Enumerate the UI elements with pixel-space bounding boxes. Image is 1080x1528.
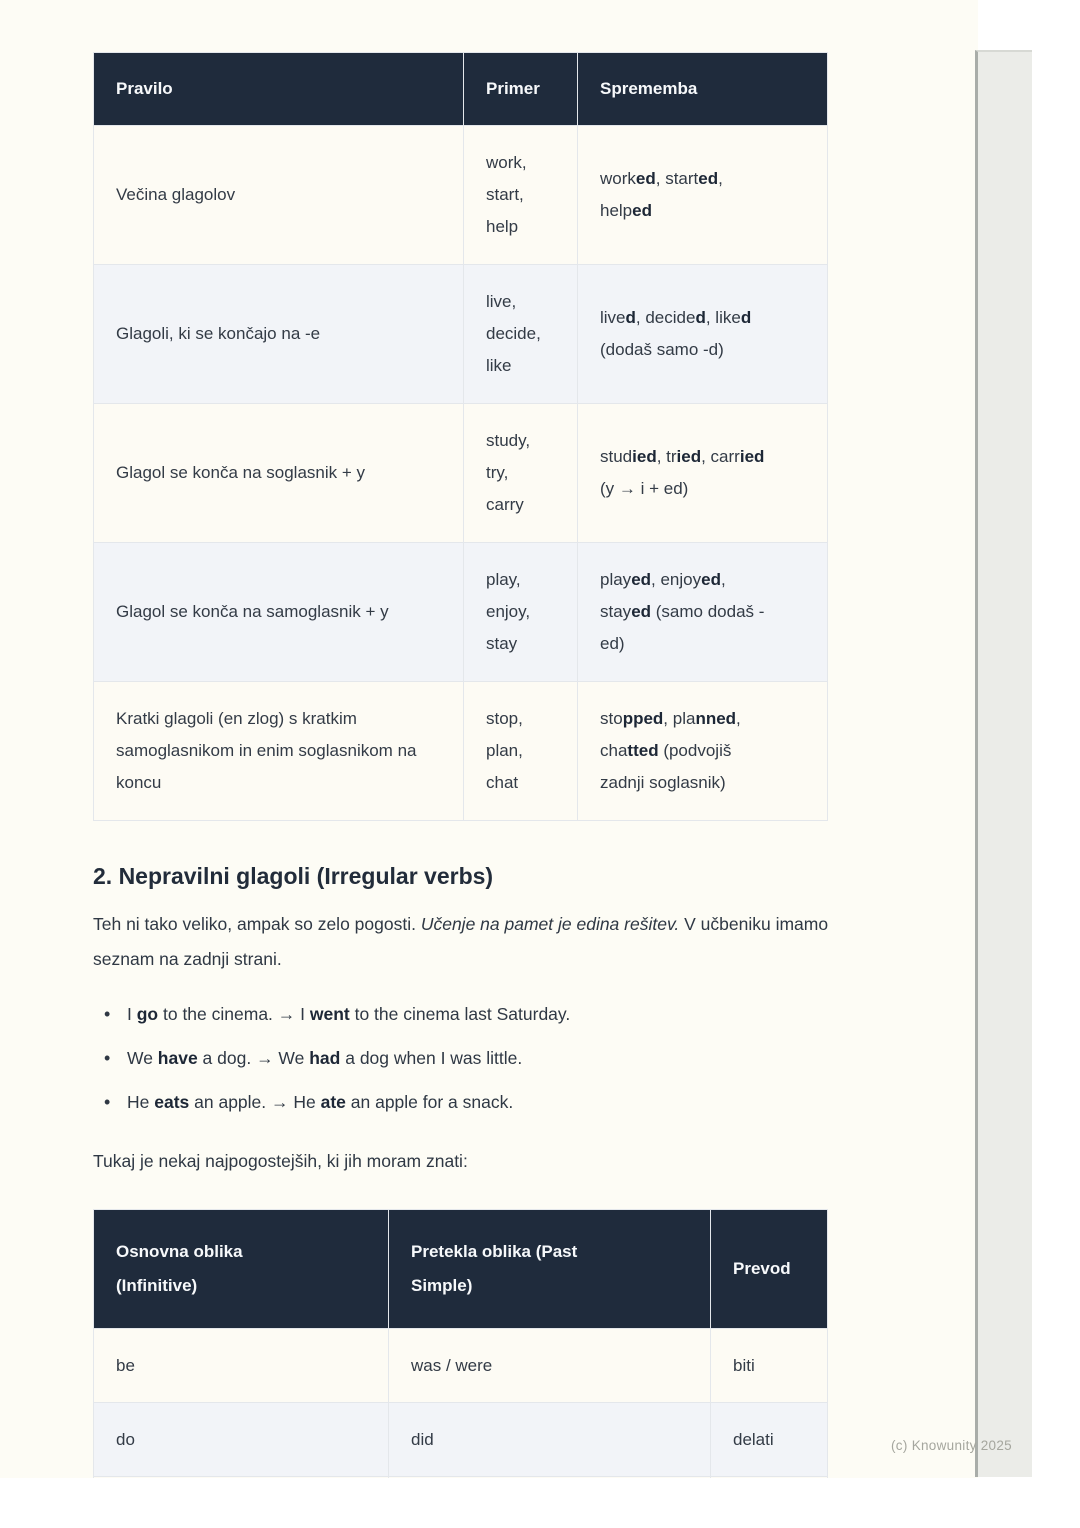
change-cell: stopped, planned, chatted (podvojiš zadnji soglasnik) <box>578 682 828 821</box>
change-cell: studied, tried, carried (y → i + ed) <box>578 404 828 543</box>
table-row <box>94 126 828 265</box>
column-header-sprememba: Sprememba <box>578 53 828 126</box>
examples-list <box>93 997 827 1120</box>
table-row <box>94 1477 828 1479</box>
rule-cell: Glagoli, ki se končajo na -e <box>94 265 464 404</box>
verbs-table-body <box>94 1329 828 1479</box>
rule-cell: Glagol se konča na soglasnik + y <box>94 404 464 543</box>
column-header-past-simple: Pretekla oblika (Past Simple) <box>389 1210 711 1329</box>
irregular-verbs-table <box>93 1209 828 1478</box>
intro-paragraph: Teh ni tako veliko, ampak so zelo pogosti. Učenje na pamet je edina rešitev. V učbeniku imamo seznam na zadnji strani. <box>93 914 829 969</box>
change-cell: lived, decided, liked (dodaš samo -d) <box>578 265 828 404</box>
table-header-row <box>94 53 828 126</box>
table-row <box>94 543 828 682</box>
rule-cell: Kratki glagoli (en zlog) s kratkim samoglasnikom in enim soglasnikom na koncu <box>94 682 464 821</box>
change-cell: played, enjoyed, stayed (samo dodaš - ed) <box>578 543 828 682</box>
example-cell: live, decide, like <box>464 265 578 404</box>
translation-cell <box>711 1477 828 1479</box>
example-cell: work, start, help <box>464 126 578 265</box>
column-header-prevod: Prevod <box>711 1210 828 1329</box>
table-row <box>94 1403 828 1477</box>
column-header-pravilo: Pravilo <box>94 53 464 126</box>
infinitive-cell: do <box>94 1403 389 1477</box>
table-row <box>94 682 828 821</box>
rules-table-body <box>94 126 828 821</box>
common-verbs-lead: Tukaj je nekaj najpogostejših, ki jih moram znati: <box>93 1151 468 1171</box>
list-item: • He eats an apple. → He ate an apple for a snack. <box>127 1085 827 1120</box>
rule-cell: Glagol se konča na samoglasnik + y <box>94 543 464 682</box>
rule-cell: Večina glagolov <box>94 126 464 265</box>
translation-cell: biti <box>711 1329 828 1403</box>
past-simple-cell: did <box>389 1403 711 1477</box>
example-cell: study, try, carry <box>464 404 578 543</box>
past-simple-cell: was / were <box>389 1329 711 1403</box>
example-cell: stop, plan, chat <box>464 682 578 821</box>
table-row <box>94 1329 828 1403</box>
watermark: (c) Knowunity 2025 <box>891 1438 1012 1453</box>
scrollbar-track[interactable] <box>975 50 1032 1477</box>
table-row <box>94 265 828 404</box>
spelling-rules-table <box>93 52 828 821</box>
section-heading: 2. Nepravilni glagoli (Irregular verbs) <box>93 863 494 889</box>
infinitive-cell <box>94 1477 389 1479</box>
example-cell: play, enjoy, stay <box>464 543 578 682</box>
change-cell: worked, started, helped <box>578 126 828 265</box>
translation-cell: delati <box>711 1403 828 1477</box>
column-header-primer: Primer <box>464 53 578 126</box>
table-row <box>94 404 828 543</box>
past-simple-cell <box>389 1477 711 1479</box>
list-item: • I go to the cinema. → I went to the cinema last Saturday. <box>127 997 827 1032</box>
list-item: • We have a dog. → We had a dog when I was little. <box>127 1041 827 1076</box>
column-header-infinitive: Osnovna oblika (Infinitive) <box>94 1210 389 1329</box>
table-header-row <box>94 1210 828 1329</box>
infinitive-cell: be <box>94 1329 389 1403</box>
